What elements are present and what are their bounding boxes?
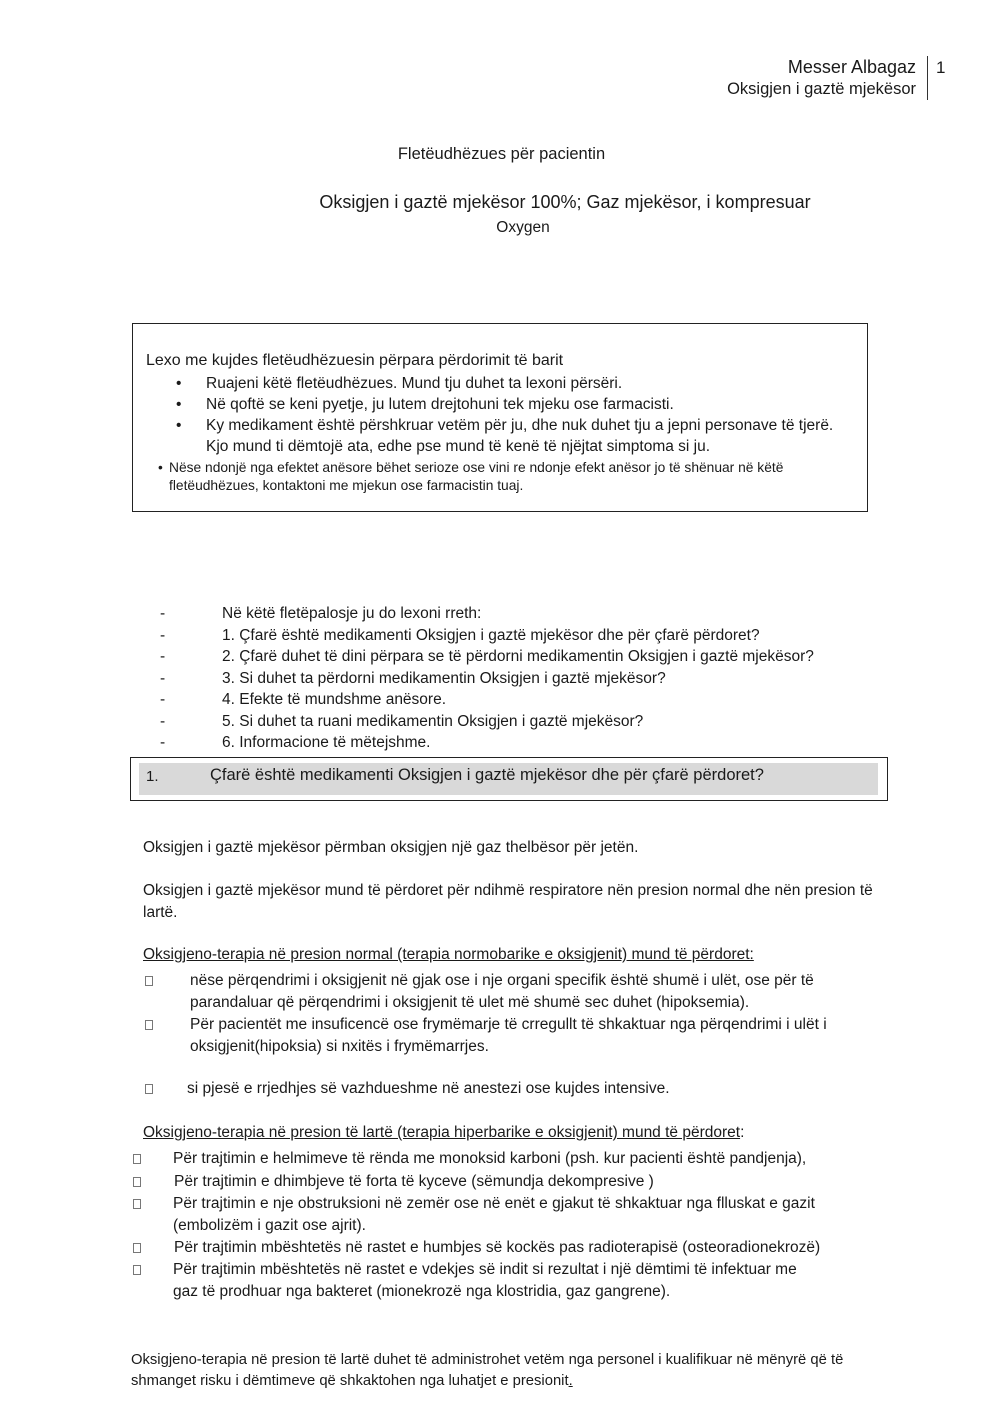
toc-item <box>160 668 814 690</box>
dash-marker: - <box>160 691 166 708</box>
toc-text: 1. Çfarë është medikamenti Oksigjen i gaztë mjekësor dhe për çfarë përdoret? <box>222 626 760 644</box>
dash-marker: - <box>160 626 166 644</box>
warning-note-text: Nëse ndonjë nga efektet anësore bëhet serioze ose vini re ndonje efekt anësor jo të shënuar në këtë fletëudhëzues, kontaktoni me mjekun ose farmacistin tuaj. <box>169 460 784 493</box>
final-note-text: Oksigjeno-terapia në presion të lartë duhet të administrohet vetëm nga personel i kualifikuar në mënyrë që të shmanget risku i dëmtimeve që shkaktohen nga luhatjet e presionit <box>131 1352 844 1389</box>
leaflet-title: Fletëudhëzues për pacientin <box>397 145 606 163</box>
list-item-text: Për trajtimin e dhimbjeve të forta të kyceve (sëmundja dekompresive ) <box>174 1173 654 1190</box>
subheading-text: Oksigjeno-terapia në presion të lartë (terapia hiperbarike e oksigjenit) mund të përdoret <box>143 1124 741 1141</box>
list-item <box>133 1171 873 1193</box>
toc-text: 5. Si duhet ta ruani medikamentin Oksigjen i gaztë mjekësor? <box>222 712 644 730</box>
list-item <box>133 1193 833 1237</box>
toc-item <box>160 732 814 754</box>
final-note-dot: . <box>568 1373 573 1389</box>
dash-marker: - <box>160 648 166 665</box>
header-company: Messer Albagaz <box>787 57 916 77</box>
list-item-text: nëse përqendrimi i oksigjenit në gjak ose i nje organi specifik është shumë i ulët, ose për të parandaluar që përqendrimi i oksigjenit të ulet më shumë sec duhet (hipoksemia). <box>190 972 814 1011</box>
list-item-text: Për trajtimin e helmimeve të rënda me monoksid karboni (psh. kur pacienti është pandjenja), <box>173 1150 807 1167</box>
list-item-text: Për pacientët me insuficencë ose frymëmarje të crregullt të shkaktuar nga përqendrimi i ulët i oksigjenit(hipoksia) si nxitës i frymëmarrjes. <box>190 1016 827 1055</box>
checkbox-icon <box>145 1020 153 1030</box>
header-divider <box>927 56 928 100</box>
checkbox-icon <box>145 976 153 986</box>
toc-text: Në këtë fletëpalosje ju do lexoni rreth: <box>222 605 482 622</box>
list-item <box>145 1014 875 1057</box>
toc-text: 2. Çfarë duhet të dini përpara se të përdorni medikamentin Oksigjen i gaztë mjekësor? <box>222 648 814 665</box>
dash-marker: - <box>160 669 166 687</box>
table-of-contents <box>160 603 814 754</box>
hyperbaric-list <box>133 1148 873 1303</box>
list-item <box>133 1237 873 1259</box>
list-item-text: Për trajtimin mbështetës në rastet e vdekjes së indit si rezultat i një dëmtimi të infektuar me gaz të prodhuar nga bakteret (mionekrozë nga klostridia, gaz gangrene). <box>173 1261 797 1300</box>
list-item <box>133 1259 813 1303</box>
list-item: • Ky medikament është përshkruar vetëm për ju, dhe nuk duhet tju a jepni personave të tjerë. Kjo mund ti dëmtojë ata, edhe pse mund të kenë të njëjtat simptoma si ju. <box>176 415 846 457</box>
list-item <box>145 1078 875 1100</box>
page-number: 1 <box>936 58 946 77</box>
warning-list <box>176 373 846 457</box>
toc-item <box>160 711 814 733</box>
section-number: 1. <box>146 768 159 785</box>
checkbox-icon <box>133 1177 141 1187</box>
toc-item <box>160 625 814 647</box>
subheading-text: Oksigjeno-terapia në presion normal (terapia normobarike e oksigjenit) mund të përdoret: <box>143 946 754 963</box>
section-title: Çfarë është medikamenti Oksigjen i gaztë mjekësor dhe për çfarë përdoret? <box>210 766 764 784</box>
list-item: • Ruajeni këtë fletëudhëzues. Mund tju duhet ta lexoni përsëri. <box>176 373 846 394</box>
toc-item <box>160 689 814 711</box>
product-title: Oksigjen i gaztë mjekësor 100%; Gaz mjekësor, i kompresuar <box>319 192 811 212</box>
bullet-icon: • <box>158 460 163 475</box>
substance-name: Oxygen <box>496 219 550 236</box>
warning-intro: Lexo me kujdes fletëudhëzuesin përpara përdorimit të barit <box>146 352 564 369</box>
toc-item <box>160 603 814 625</box>
subheading-hyperbaric <box>143 1122 883 1144</box>
warning-note <box>158 459 858 495</box>
list-item: • Në qoftë se keni pyetje, ju lutem drejtohuni tek mjeku ose farmacisti. <box>176 394 846 415</box>
list-item-text: Për trajtimin e nje obstruksioni në zemër ose në enët e gjakut të shkaktuar nga flluskat e gazit (embolizëm i gazit ose ajrit). <box>173 1195 815 1234</box>
toc-text: 4. Efekte të mundshme anësore. <box>222 691 447 708</box>
subheading-colon: : <box>740 1124 745 1141</box>
checkbox-icon <box>145 1084 153 1094</box>
dash-marker: - <box>160 712 166 730</box>
checkbox-icon <box>133 1243 141 1253</box>
paragraph: Oksigjen i gaztë mjekësor mund të përdoret për ndihmë respiratore nën presion normal dhe nën presion të lartë. <box>143 882 873 921</box>
toc-text: 6. Informacione të mëtejshme. <box>222 734 431 751</box>
dash-marker: - <box>160 605 166 622</box>
checkbox-icon <box>133 1265 141 1275</box>
list-item-text: Për trajtimin mbështetës në rastet e humbjes së kockës pas radioterapisë (osteoradionekrozë) <box>174 1239 821 1256</box>
checkbox-icon <box>133 1154 141 1164</box>
final-note <box>131 1350 891 1392</box>
subheading-normobaric <box>143 944 883 966</box>
list-item <box>145 970 875 1013</box>
normobaric-list <box>145 970 875 1100</box>
paragraph: Oksigjen i gaztë mjekësor përmban oksigjen një gaz thelbësor për jetën. <box>143 839 639 856</box>
toc-text: 3. Si duhet ta përdorni medikamentin Oksigjen i gaztë mjekësor? <box>222 669 666 687</box>
header-product: Oksigjen i gaztë mjekësor <box>727 80 916 98</box>
list-item <box>133 1148 813 1170</box>
toc-item <box>160 646 814 668</box>
checkbox-icon <box>133 1199 141 1209</box>
dash-marker: - <box>160 734 166 751</box>
list-item-text: si pjesë e rrjedhjes së vazhdueshme në anestezi ose kujdes intensive. <box>187 1080 670 1097</box>
